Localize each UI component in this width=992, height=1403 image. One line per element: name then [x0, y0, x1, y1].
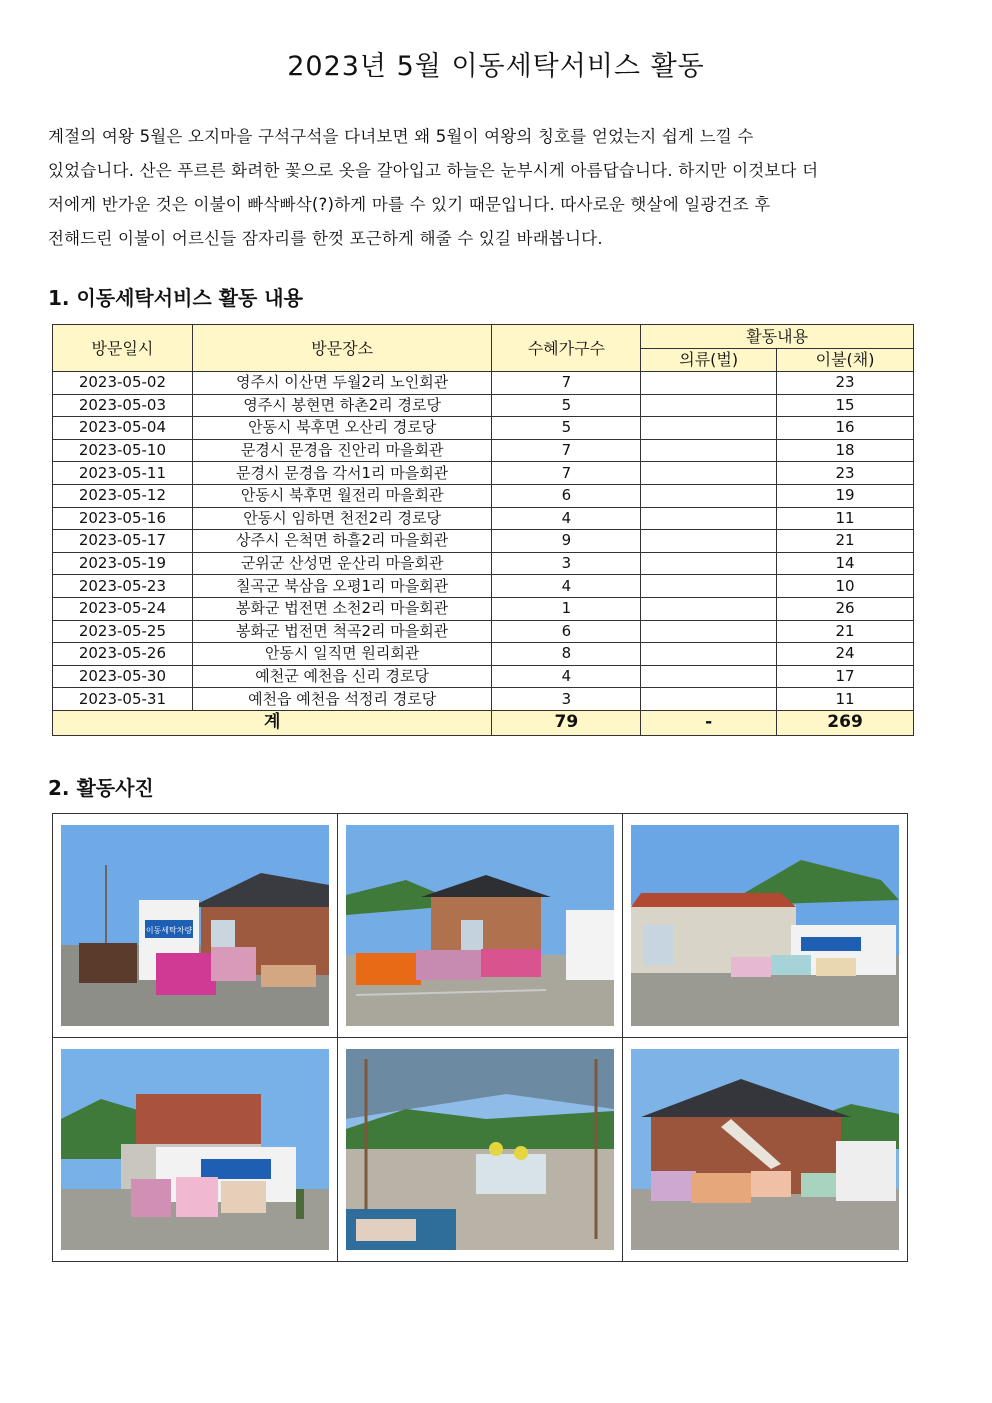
header-clothes: 의류(벌) [641, 348, 777, 372]
intro-line: 전해드린 이불이 어르신들 잠자리를 한껏 포근하게 해줄 수 있길 바래봅니다. [48, 229, 603, 248]
cell-households: 4 [492, 575, 641, 598]
cell-clothes [641, 462, 777, 485]
cell-clothes [641, 597, 777, 620]
cell-clothes [641, 643, 777, 666]
cell-households: 4 [492, 665, 641, 688]
cell-blankets: 21 [777, 620, 914, 643]
table-row [53, 507, 914, 530]
cell-blankets: 10 [777, 575, 914, 598]
table-row [53, 688, 914, 711]
cell-date: 2023-05-19 [53, 552, 193, 575]
cell-blankets: 15 [777, 394, 914, 417]
cell-blankets: 23 [777, 462, 914, 485]
photo-cell [53, 1038, 338, 1262]
section-heading-photos: 2. 활동사진 [48, 776, 154, 800]
photo-cell [338, 1038, 623, 1262]
cell-date: 2023-05-12 [53, 484, 193, 507]
cell-place: 안동시 일직면 원리회관 [192, 643, 492, 666]
cell-place: 안동시 북후면 월전리 마을회관 [192, 484, 492, 507]
cell-households: 7 [492, 462, 641, 485]
cell-date: 2023-05-30 [53, 665, 193, 688]
cell-date: 2023-05-25 [53, 620, 193, 643]
table-row [53, 372, 914, 395]
header-activity: 활동내용 [641, 325, 914, 349]
cell-households: 1 [492, 597, 641, 620]
activity-photo-2 [346, 825, 614, 1026]
section-heading-activity: 1. 이동세탁서비스 활동 내용 [48, 286, 303, 310]
cell-clothes [641, 507, 777, 530]
header-blankets: 이불(채) [777, 348, 914, 372]
cell-households: 5 [492, 394, 641, 417]
cell-clothes [641, 394, 777, 417]
cell-clothes [641, 372, 777, 395]
table-row [53, 552, 914, 575]
cell-date: 2023-05-31 [53, 688, 193, 711]
cell-households: 7 [492, 372, 641, 395]
cell-place: 문경시 문경읍 각서1리 마을회관 [192, 462, 492, 485]
table-row [53, 484, 914, 507]
table-row [53, 643, 914, 666]
cell-blankets: 14 [777, 552, 914, 575]
page-title: 2023년 5월 이동세탁서비스 활동 [287, 51, 705, 82]
cell-place: 영주시 봉현면 하촌2리 경로당 [192, 394, 492, 417]
cell-place: 예천군 예천읍 신리 경로당 [192, 665, 492, 688]
intro-line: 저에게 반가운 것은 이불이 빠삭빠삭(?)하게 마를 수 있기 때문입니다. 따사로운 햇살에 일광건조 후 [48, 195, 771, 214]
cell-households: 3 [492, 552, 641, 575]
cell-blankets: 21 [777, 530, 914, 553]
photo-cell [623, 814, 908, 1038]
cell-blankets: 16 [777, 417, 914, 440]
table-row [53, 462, 914, 485]
cell-clothes [641, 688, 777, 711]
total-label: 계 [53, 710, 492, 735]
photo-cell [53, 814, 338, 1038]
cell-blankets: 24 [777, 643, 914, 666]
cell-clothes [641, 552, 777, 575]
cell-place: 예천읍 예천읍 석정리 경로당 [192, 688, 492, 711]
cell-place: 칠곡군 북삼읍 오평1리 마을회관 [192, 575, 492, 598]
cell-place: 안동시 임하면 천전2리 경로당 [192, 507, 492, 530]
cell-place: 상주시 은척면 하흘2리 마을회관 [192, 530, 492, 553]
cell-place: 봉화군 법전면 척곡2리 마을회관 [192, 620, 492, 643]
cell-households: 9 [492, 530, 641, 553]
cell-clothes [641, 484, 777, 507]
table-body [53, 372, 914, 736]
cell-households: 6 [492, 620, 641, 643]
intro-line: 있었습니다. 산은 푸르른 화려한 꽃으로 옷을 갈아입고 하늘은 눈부시게 아름답습니다. 하지만 이것보다 더 [48, 161, 819, 180]
cell-date: 2023-05-02 [53, 372, 193, 395]
cell-place: 문경시 문경읍 진안리 마을회관 [192, 439, 492, 462]
table-row [53, 597, 914, 620]
activity-photo-5 [346, 1049, 614, 1250]
cell-households: 3 [492, 688, 641, 711]
cell-date: 2023-05-24 [53, 597, 193, 620]
cell-clothes [641, 620, 777, 643]
activity-photo-4 [61, 1049, 329, 1250]
intro-line: 계절의 여왕 5월은 오지마을 구석구석을 다녀보면 왜 5월이 여왕의 칭호를 얻었는지 쉽게 느낄 수 [48, 127, 754, 146]
truck-label: 이동세탁차량 [145, 926, 193, 935]
cell-blankets: 18 [777, 439, 914, 462]
cell-date: 2023-05-26 [53, 643, 193, 666]
cell-date: 2023-05-11 [53, 462, 193, 485]
cell-date: 2023-05-04 [53, 417, 193, 440]
cell-place: 군위군 산성면 운산리 마을회관 [192, 552, 492, 575]
cell-date: 2023-05-03 [53, 394, 193, 417]
header-place: 방문장소 [192, 325, 492, 372]
cell-blankets: 11 [777, 507, 914, 530]
cell-date: 2023-05-17 [53, 530, 193, 553]
cell-date: 2023-05-23 [53, 575, 193, 598]
activity-photo-6 [631, 1049, 899, 1250]
cell-blankets: 11 [777, 688, 914, 711]
cell-date: 2023-05-16 [53, 507, 193, 530]
total-households: 79 [492, 710, 641, 735]
cell-clothes [641, 417, 777, 440]
table-row [53, 439, 914, 462]
photo-cell [338, 814, 623, 1038]
cell-place: 영주시 이산면 두월2리 노인회관 [192, 372, 492, 395]
cell-households: 8 [492, 643, 641, 666]
table-row [53, 665, 914, 688]
cell-clothes [641, 665, 777, 688]
total-clothes: - [641, 710, 777, 735]
cell-date: 2023-05-10 [53, 439, 193, 462]
cell-households: 6 [492, 484, 641, 507]
intro-paragraph [48, 120, 928, 256]
cell-clothes [641, 530, 777, 553]
cell-blankets: 23 [777, 372, 914, 395]
cell-clothes [641, 575, 777, 598]
cell-households: 4 [492, 507, 641, 530]
table-row [53, 394, 914, 417]
cell-households: 7 [492, 439, 641, 462]
table-row [53, 530, 914, 553]
cell-clothes [641, 439, 777, 462]
photo-cell [623, 1038, 908, 1262]
total-row [53, 710, 914, 735]
cell-place: 봉화군 법전면 소천2리 마을회관 [192, 597, 492, 620]
table-row [53, 417, 914, 440]
table-row [53, 620, 914, 643]
activity-photo-3 [631, 825, 899, 1026]
photo-grid [52, 813, 908, 1262]
activity-table [52, 324, 914, 736]
cell-households: 5 [492, 417, 641, 440]
activity-photo-1 [61, 825, 329, 1026]
cell-blankets: 19 [777, 484, 914, 507]
total-blankets: 269 [777, 710, 914, 735]
cell-blankets: 17 [777, 665, 914, 688]
header-households: 수혜가구수 [492, 325, 641, 372]
cell-blankets: 26 [777, 597, 914, 620]
table-row [53, 575, 914, 598]
cell-place: 안동시 북후면 오산리 경로당 [192, 417, 492, 440]
header-date: 방문일시 [53, 325, 193, 372]
